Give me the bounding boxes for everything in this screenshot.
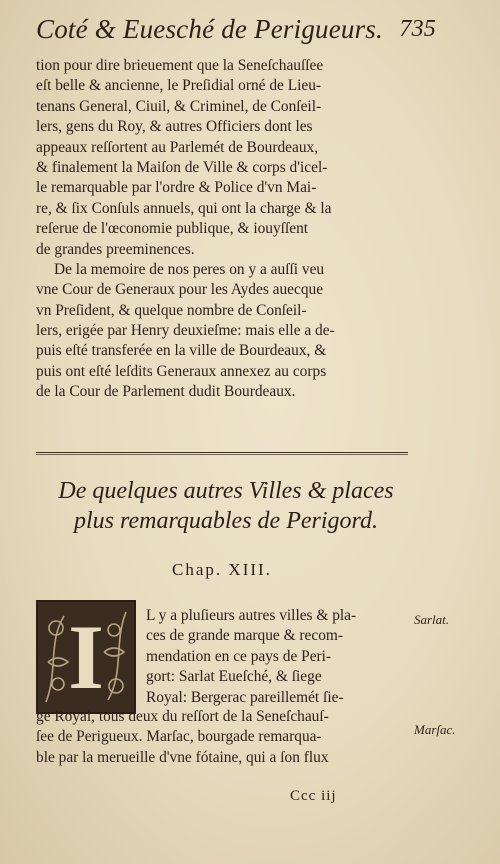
text-line: vn Preſident, & quelque nombre de Conſeil-	[36, 301, 307, 319]
signature-mark: Ccc iij	[290, 788, 337, 804]
section-title	[36, 476, 416, 536]
text-line: mendation en ce pays de Peri-	[146, 647, 332, 665]
drop-cap	[36, 600, 136, 714]
text-line: tion pour dire brieuement que la Seneſchauſſee	[36, 57, 324, 74]
text-line: le remarquable par l'ordre & Police d'vn Mai-	[36, 179, 317, 197]
chapter-text-full	[36, 707, 410, 768]
text-line: eſt belle & ancienne, le Preſidial orné de Lieu-	[36, 77, 322, 95]
text-line: gort: Sarlat Eueſché, & ſiege	[146, 668, 322, 686]
margin-note-sarlat: Sarlat.	[414, 612, 450, 627]
running-header	[36, 14, 436, 54]
running-title: Coté & Euesché de Perigueurs.	[36, 14, 383, 44]
text-line: puis eſté transferée en la ville de Bourdeaux, &	[36, 342, 327, 360]
text-line: lers, gens du Roy, & autres Officiers dont les	[36, 118, 313, 136]
section-title-line: De quelques autres Villes & places	[58, 478, 394, 504]
text-line: tenans General, Ciuil, & Criminel, de Conſeil-	[36, 97, 322, 115]
text-line: lers, erigée par Henry deuxieſme: mais elle a de-	[36, 322, 335, 340]
text-line: de grandes preeminences.	[36, 240, 195, 258]
body-text	[36, 56, 410, 403]
text-line: vne Cour de Generaux pour les Aydes auecque	[36, 281, 324, 299]
text-line: De la memoire de nos peres on y a auſſi veu	[54, 260, 325, 278]
text-line: L y a pluſieurs autres villes & pla-	[146, 607, 357, 624]
text-line: ſee de Perigueux. Marſac, bourgade remarqua-	[36, 728, 322, 746]
text-line: reſerue de l'œconomie publique, & iouyſſent	[36, 220, 309, 238]
text-line: re, & ſix Conſuls annuels, qui ont la charge & la	[36, 199, 332, 217]
text-line: appeaux reſſortent au Parlemét de Bourdeaux,	[36, 138, 319, 156]
section-divider	[36, 450, 408, 456]
chapter-heading: Chap. XIII.	[172, 560, 272, 579]
margin-note-marsac: Marſac.	[414, 722, 456, 737]
text-line: & finalement la Maiſon de Ville & corps d'icel-	[36, 158, 328, 176]
text-line: ge Royal, tous deux du reſſort de la Seneſchauſ-	[36, 708, 329, 725]
text-line: puis ont eſté leſdits Generaux annexez au corps	[36, 362, 327, 380]
drop-cap-letter: I	[68, 606, 104, 708]
text-line: Royal: Bergerac pareillemét ſie-	[146, 688, 344, 706]
section-title-line: plus remarquables de Perigord.	[74, 508, 378, 534]
divider-line	[36, 454, 408, 455]
text-line: ces de grande marque & recom-	[146, 627, 343, 645]
page-number: 735	[399, 16, 436, 42]
text-line: ble par la merueille d'vne fótaine, qui a ſon flux	[36, 748, 329, 766]
chapter-text-beside-cap	[146, 606, 408, 708]
divider-line	[36, 452, 408, 453]
text-line: de la Cour de Parlement dudit Bourdeaux.	[36, 383, 296, 401]
